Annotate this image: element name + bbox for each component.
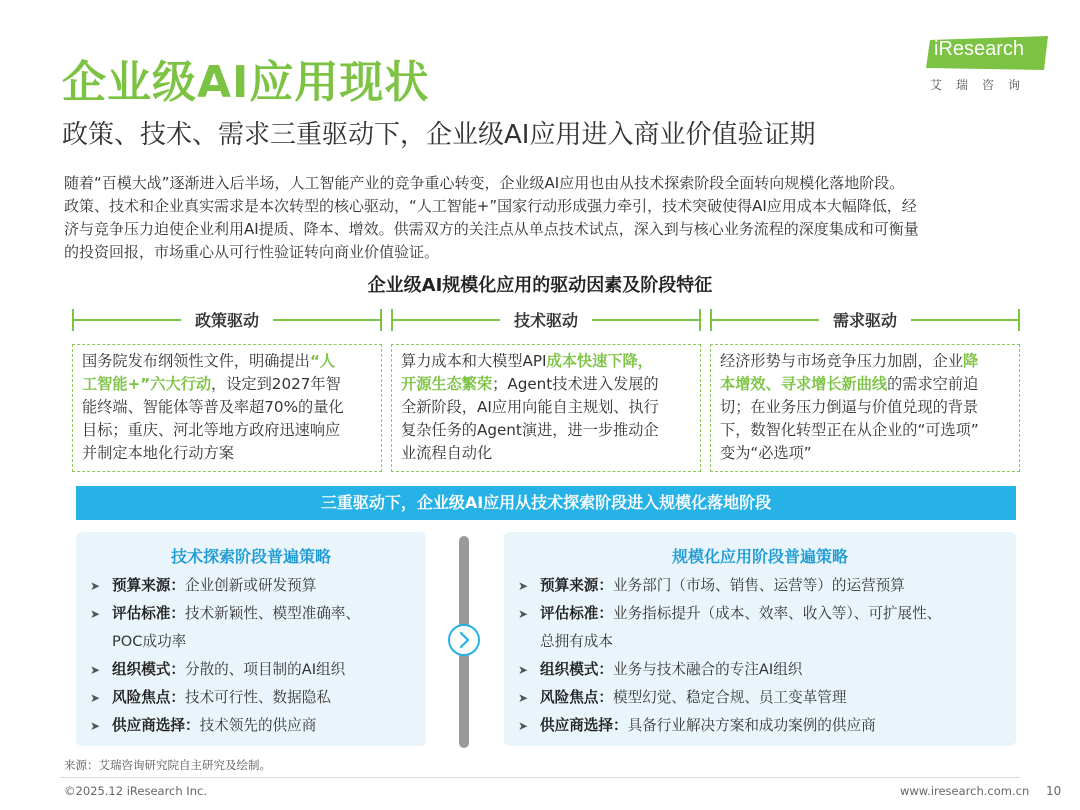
body-text: ，设定到2027年智 — [211, 375, 341, 393]
source-note: 来源：艾瑞咨询研究院自主研究及绘制。 — [64, 758, 271, 772]
bullet-arrow-icon: ➤ — [90, 663, 101, 677]
strategy-value: POC成功率 — [112, 633, 187, 650]
strategy-key: 供应商选择： — [112, 717, 200, 734]
strategy-item-continuation — [518, 628, 941, 656]
driver-text-line — [82, 396, 372, 419]
strategy-item — [518, 600, 941, 628]
stage-list — [90, 572, 360, 740]
strategy-item — [90, 600, 360, 628]
bullet-arrow-icon: ➤ — [90, 719, 101, 733]
bullet-arrow-icon: ➤ — [90, 607, 101, 621]
highlighted-text: 降 — [963, 352, 979, 370]
strategy-item — [90, 656, 360, 684]
strategy-value: 技术领先的供应商 — [199, 717, 317, 734]
driver-label: 政策驱动 — [181, 308, 273, 331]
strategy-value: 技术新颖性、模型准确率、 — [184, 605, 361, 622]
driver-text-line — [401, 373, 691, 396]
bullet-arrow-icon: ➤ — [518, 691, 529, 705]
driver-text-line — [401, 396, 691, 419]
body-text: 变为“必选项” — [720, 444, 812, 462]
driver-header-policy — [72, 307, 382, 333]
logo-chinese-text: 艾瑞咨询 — [930, 78, 1035, 92]
body-text: 切；在业务压力倒逼与价值兑现的背景 — [720, 398, 979, 416]
stage-panel-exploration — [76, 532, 426, 746]
bullet-arrow-icon: ➤ — [518, 579, 529, 593]
body-text: 目标；重庆、河北等地方政府迅速响应 — [82, 421, 341, 439]
driver-text-line — [82, 373, 372, 396]
strategy-item — [90, 572, 360, 600]
driver-text-line — [720, 396, 1010, 419]
page-subtitle: 政策、技术、需求三重驱动下，企业级AI应用进入商业价值验证期 — [62, 120, 816, 150]
body-text: ；Agent技术进入发展的 — [492, 375, 659, 393]
bullet-arrow-icon: ➤ — [90, 579, 101, 593]
intro-line: 随着“百模大战”逐渐进入后半场，人工智能产业的竞争重心转变，企业级AI应用也由从技术探索阶段全面转向规模化落地阶段。 — [64, 174, 905, 192]
driver-box-demand — [710, 344, 1020, 472]
summary-banner: 三重驱动下，企业级AI应用从技术探索阶段进入规模化落地阶段 — [76, 486, 1016, 520]
body-text: 国务院发布纲领性文件，明确提出 — [82, 352, 310, 370]
strategy-item-continuation — [90, 628, 360, 656]
strategy-item — [90, 684, 360, 712]
body-text: 复杂任务的Agent演进，进一步推动企 — [401, 421, 659, 439]
driver-text-line — [720, 419, 1010, 442]
bullet-arrow-icon: ➤ — [518, 663, 529, 677]
intro-paragraph — [64, 172, 1024, 264]
strategy-item — [518, 656, 941, 684]
strategy-value: 技术可行性、数据隐私 — [184, 689, 331, 706]
intro-line: 政策、技术和企业真实需求是本次转型的核心驱动，“人工智能+”国家行动形成强力牵引，技术突破使得AI应用成本大幅降低，经 — [64, 197, 917, 215]
driver-text-line — [401, 442, 691, 465]
stage-title: 技术探索阶段普遍策略 — [170, 547, 331, 566]
website-link[interactable]: www.iresearch.com.cn — [900, 784, 1030, 798]
copyright: ©2025.12 iResearch Inc. — [64, 784, 207, 798]
strategy-value: 业务指标提升（成本、效率、收入等）、可扩展性、 — [612, 605, 942, 622]
driver-header-technology — [391, 307, 701, 333]
body-text: 并制定本地化行动方案 — [82, 444, 234, 462]
bullet-arrow-icon: ➤ — [518, 719, 529, 733]
stage-panel-scale — [504, 532, 1016, 746]
strategy-value: 具备行业解决方案和成功案例的供应商 — [627, 717, 876, 734]
strategy-key: 评估标准： — [540, 605, 613, 622]
driver-text-line — [720, 442, 1010, 465]
strategy-item — [518, 712, 941, 740]
driver-text-line — [720, 350, 1010, 373]
page-title: 企业级AI应用现状 — [62, 57, 430, 108]
highlighted-text: 成本快速下降， — [546, 352, 653, 370]
strategy-item — [518, 684, 941, 712]
body-text: 算力成本和大模型API — [401, 352, 547, 370]
intro-line: 的投资回报，市场重心从可行性验证转向商业价值验证。 — [64, 243, 440, 261]
strategy-key: 评估标准： — [112, 605, 185, 622]
driver-text-line — [401, 350, 691, 373]
iresearch-logo — [922, 34, 1052, 96]
body-text: 的需求空前迫 — [887, 375, 979, 393]
diagram-title: 企业级AI规模化应用的驱动因素及阶段特征 — [367, 275, 713, 296]
stage-title: 规模化应用阶段普遍策略 — [671, 547, 848, 566]
strategy-key: 风险焦点： — [112, 689, 185, 706]
driver-text-line — [82, 419, 372, 442]
driver-label: 技术驱动 — [500, 308, 592, 331]
bullet-arrow-icon: ➤ — [518, 607, 529, 621]
footer-divider — [60, 777, 1020, 778]
strategy-key: 供应商选择： — [540, 717, 628, 734]
strategy-key: 预算来源： — [540, 577, 613, 594]
chevron-right-icon — [450, 626, 478, 654]
body-text: 能终端、智能体等普及率超70%的量化 — [82, 398, 344, 416]
stage-list — [518, 572, 941, 740]
driver-text-line — [82, 442, 372, 465]
driver-header-demand — [710, 307, 1020, 333]
logo-text: iResearch — [934, 38, 1025, 60]
body-text: 下，数智化转型正在从企业的“可选项” — [720, 421, 979, 439]
strategy-key: 组织模式： — [112, 661, 185, 678]
strategy-key: 组织模式： — [540, 661, 613, 678]
driver-text-line — [82, 350, 372, 373]
strategy-value: 总拥有成本 — [540, 633, 613, 650]
intro-line: 济与竞争压力迫使企业利用AI提质、降本、增效。供需双方的关注点从单点技术试点，深入到与核心业务流程的深度集成和可衡量 — [64, 220, 919, 238]
strategy-key: 风险焦点： — [540, 689, 613, 706]
driver-box-policy — [72, 344, 382, 472]
highlighted-text: 开源生态繁荣 — [401, 375, 493, 393]
body-text: 经济形势与市场竞争压力加剧，企业 — [720, 352, 963, 370]
strategy-item — [90, 712, 360, 740]
strategy-item — [518, 572, 941, 600]
highlighted-text: “人 — [309, 352, 335, 370]
driver-text-line — [720, 373, 1010, 396]
bullet-arrow-icon: ➤ — [90, 691, 101, 705]
driver-text-line — [401, 419, 691, 442]
strategy-value: 业务与技术融合的专注AI组织 — [612, 661, 803, 678]
strategy-value: 企业创新或研发预算 — [184, 577, 317, 594]
highlighted-text: 工智能+”六大行动 — [82, 375, 212, 393]
body-text: 业流程自动化 — [401, 444, 493, 462]
next-arrow-icon — [448, 624, 480, 656]
strategy-value: 业务部门（市场、销售、运营等）的运营预算 — [612, 577, 905, 594]
driver-label: 需求驱动 — [819, 308, 911, 331]
body-text: 全新阶段，AI应用向能自主规划、执行 — [401, 398, 659, 416]
highlighted-text: 本增效、寻求增长新曲线 — [720, 375, 888, 393]
driver-box-technology — [391, 344, 701, 472]
page-number: 10 — [1046, 784, 1062, 798]
strategy-value: 分散的、项目制的AI组织 — [184, 661, 346, 678]
strategy-key: 预算来源： — [112, 577, 185, 594]
strategy-value: 模型幻觉、稳定合规、员工变革管理 — [612, 689, 847, 706]
